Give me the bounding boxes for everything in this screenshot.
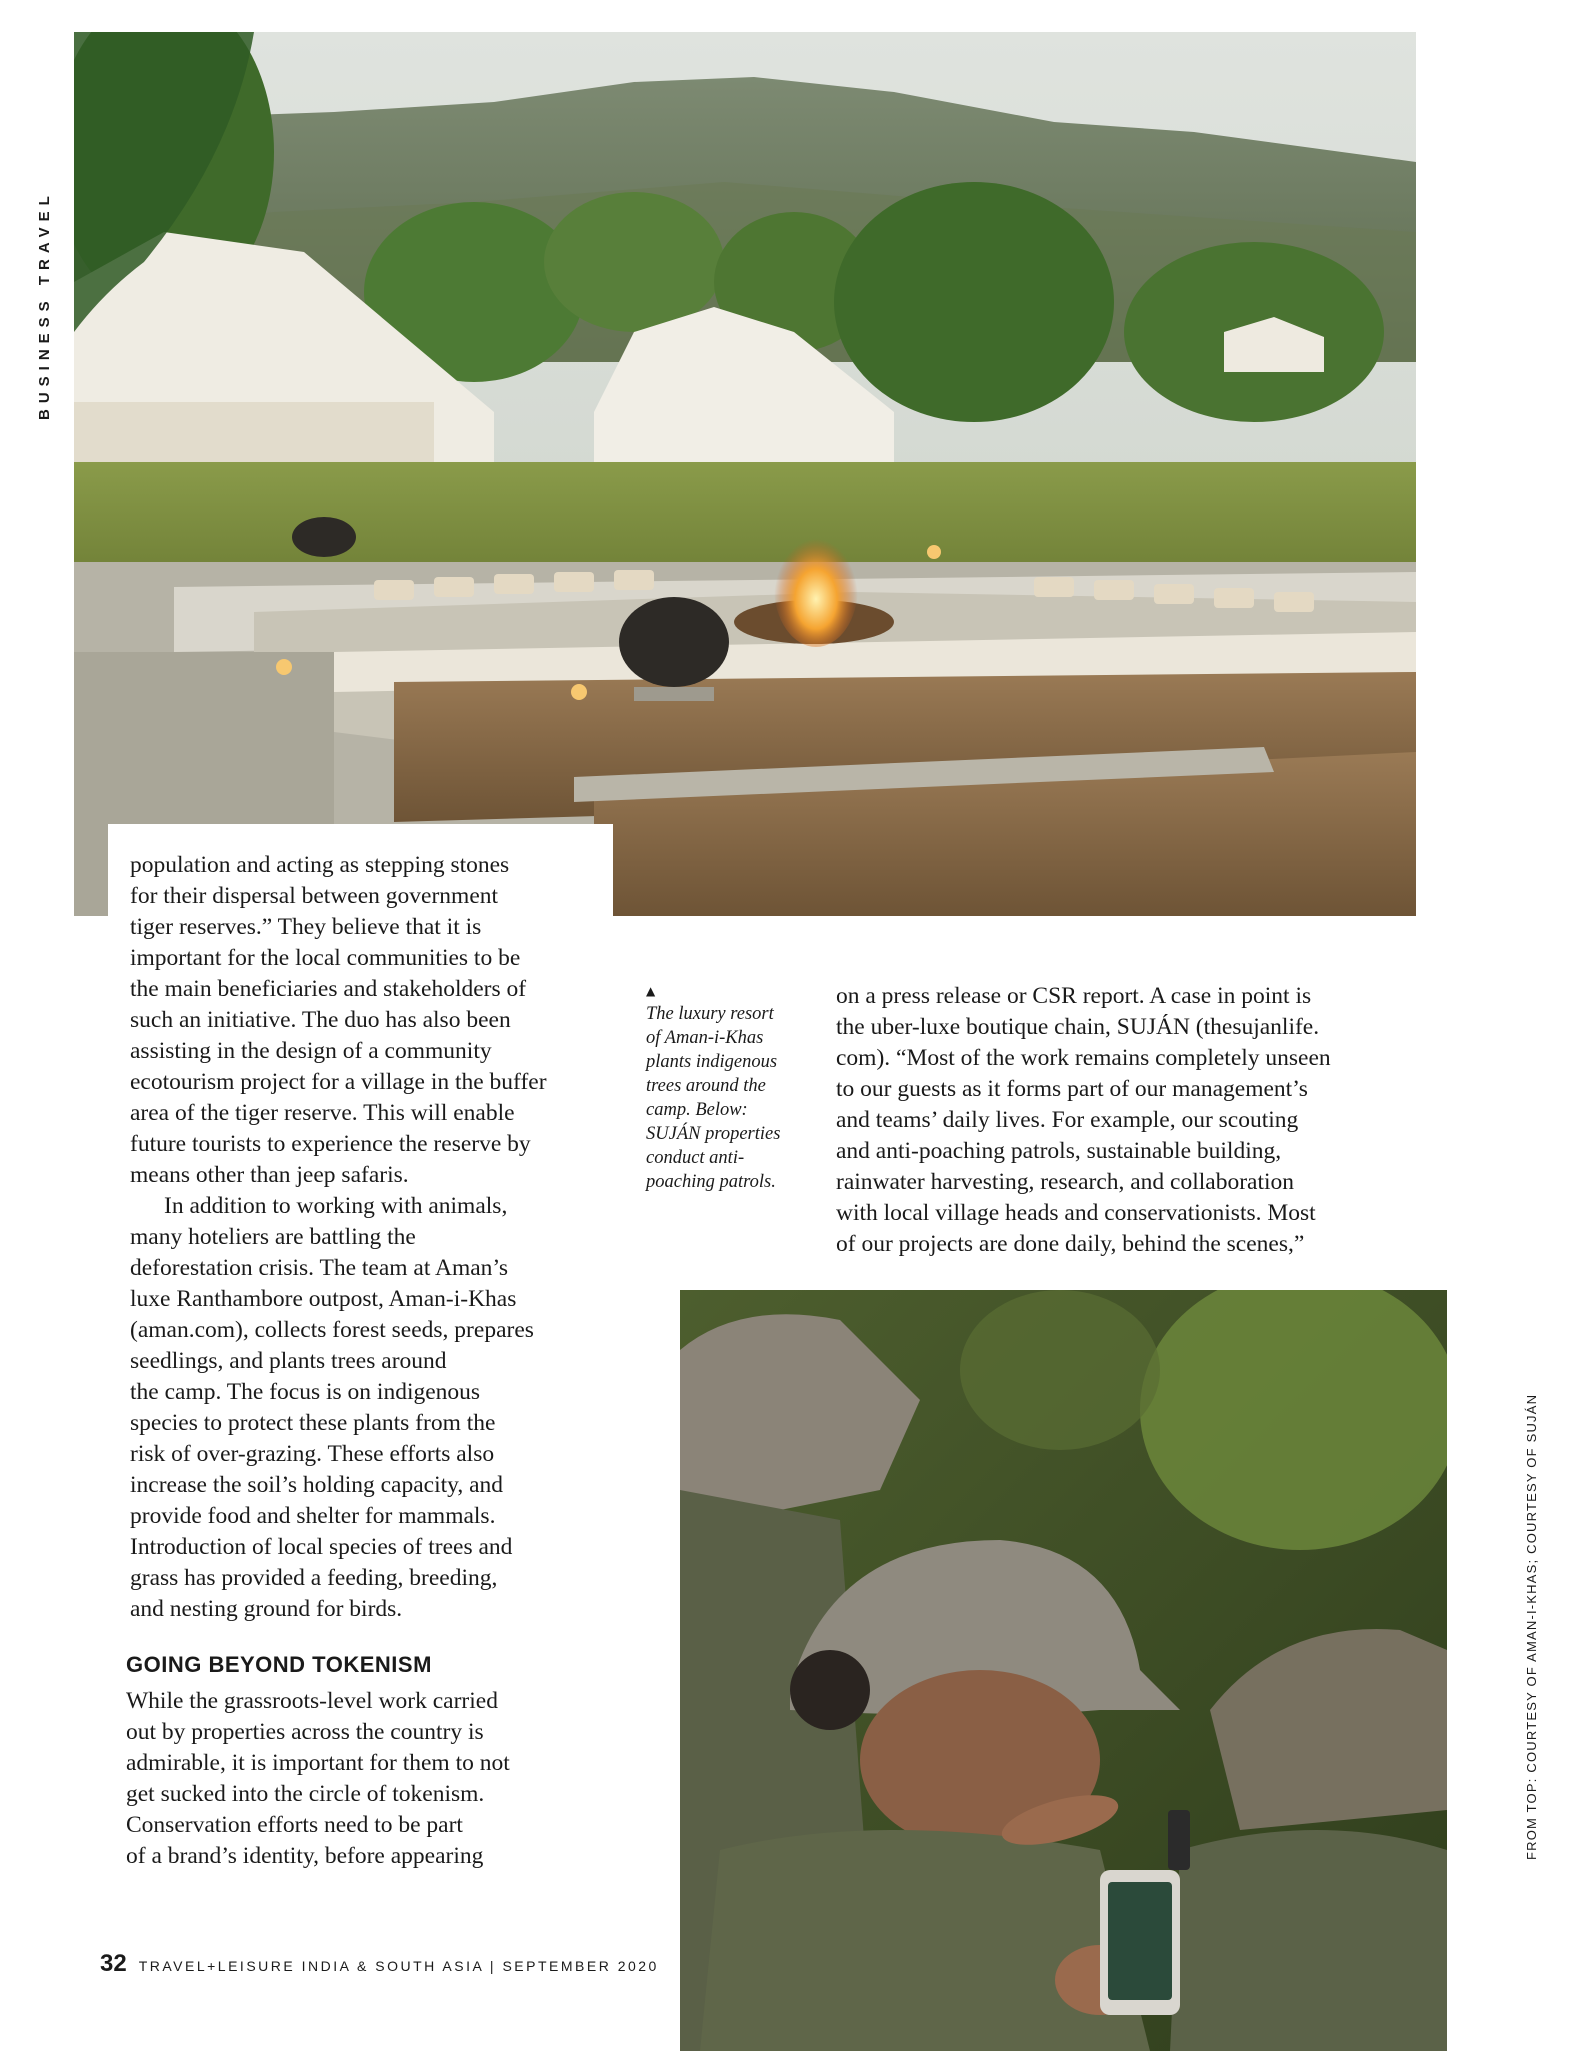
magazine-issue: TRAVEL+LEISURE INDIA & SOUTH ASIA | SEPTEMBER 2020 (138, 1958, 659, 1974)
text-line: grass has provided a feeding, breeding, (130, 1565, 498, 1591)
text-line: and teams’ daily lives. For example, our scouting (836, 1107, 1299, 1133)
text-line: get sucked into the circle of tokenism. (126, 1781, 485, 1807)
text-line: species to protect these plants from the (130, 1410, 496, 1436)
text-line: on a press release or CSR report. A case in point is (836, 983, 1312, 1009)
caption-line: trees around the (646, 1076, 766, 1096)
caption-line: camp. Below: (646, 1100, 748, 1120)
resort-photo-illustration (74, 32, 1416, 916)
photo-credit: FROM TOP: COURTESY OF AMAN-I-KHAS; COURTESY OF SUJÁN (1524, 1393, 1539, 1860)
page-number: 32 (100, 1950, 127, 1977)
paragraph (126, 1686, 606, 1872)
text-line: the main beneficiaries and stakeholders of (130, 976, 527, 1002)
article-column-left-bottom (126, 1686, 606, 1872)
paragraph (130, 850, 600, 1191)
text-line: of a brand’s identity, before appearing (126, 1843, 484, 1869)
text-line: ecotourism project for a village in the buffer (130, 1069, 547, 1095)
text-line: many hoteliers are battling the (130, 1224, 416, 1250)
text-line: deforestation crisis. The team at Aman’s (130, 1255, 509, 1281)
text-line: to our guests as it forms part of our management’s (836, 1076, 1308, 1102)
article-column-right (836, 981, 1406, 1260)
text-line: of our projects are done daily, behind the scenes,” (836, 1231, 1305, 1257)
text-line: means other than jeep safaris. (130, 1162, 409, 1188)
text-line: for their dispersal between government (130, 883, 499, 909)
paragraph (130, 1191, 600, 1222)
paragraph (836, 981, 1406, 1260)
text-line: risk of over-grazing. These efforts also (130, 1441, 495, 1467)
text-line: In addition to working with animals, (164, 1193, 508, 1219)
text-line: future tourists to experience the reserve by (130, 1131, 531, 1157)
text-line: population and acting as stepping stones (130, 852, 510, 878)
text-line: and anti-poaching patrols, sustainable building, (836, 1138, 1282, 1164)
text-line: tiger reserves.” They believe that it is (130, 914, 482, 940)
resort-photo (74, 32, 1416, 916)
text-line: Introduction of local species of trees and (130, 1534, 513, 1560)
text-line: While the grassroots-level work carried (126, 1688, 498, 1714)
caption-line: plants indigenous (646, 1052, 778, 1072)
text-line: luxe Ranthambore outpost, Aman-i-Khas (130, 1286, 517, 1312)
text-line: such an initiative. The duo has also been (130, 1007, 511, 1033)
article-column-left (130, 850, 600, 1625)
text-line: com). “Most of the work remains completely unseen (836, 1045, 1331, 1071)
text-line: with local village heads and conservationists. Most (836, 1200, 1316, 1226)
text-line: area of the tiger reserve. This will enable (130, 1100, 515, 1126)
caption-line: The luxury resort (646, 1004, 774, 1024)
caption-line: poaching patrols. (646, 1172, 776, 1192)
text-line: out by properties across the country is (126, 1719, 484, 1745)
text-line: assisting in the design of a community (130, 1038, 492, 1064)
text-line: and nesting ground for birds. (130, 1596, 403, 1622)
text-line: provide food and shelter for mammals. (130, 1503, 496, 1529)
photo-caption (646, 1002, 806, 1194)
caption-arrow-icon: ▲ (646, 984, 656, 998)
paragraph (130, 1222, 600, 1625)
patrol-photo-illustration (680, 1290, 1447, 2051)
text-line: seedlings, and plants trees around (130, 1348, 447, 1374)
text-line: (aman.com), collects forest seeds, prepares (130, 1317, 534, 1343)
text-line: the uber-luxe boutique chain, SUJÁN (thesujanlife. (836, 1014, 1320, 1040)
text-line: Conservation efforts need to be part (126, 1812, 463, 1838)
caption-line: SUJÁN properties (646, 1124, 781, 1144)
text-line: rainwater harvesting, research, and collaboration (836, 1169, 1295, 1195)
text-line: increase the soil’s holding capacity, and (130, 1472, 504, 1498)
section-heading: GOING BEYOND TOKENISM (126, 1652, 432, 1677)
text-line: the camp. The focus is on indigenous (130, 1379, 481, 1405)
text-line: important for the local communities to be (130, 945, 521, 971)
caption-line: of Aman-i-Khas (646, 1028, 764, 1048)
patrol-photo (680, 1290, 1447, 2051)
page-footer (100, 1950, 659, 1978)
caption-line: conduct anti- (646, 1148, 745, 1168)
section-label: BUSINESS TRAVEL (36, 190, 53, 420)
text-line: admirable, it is important for them to not (126, 1750, 510, 1776)
